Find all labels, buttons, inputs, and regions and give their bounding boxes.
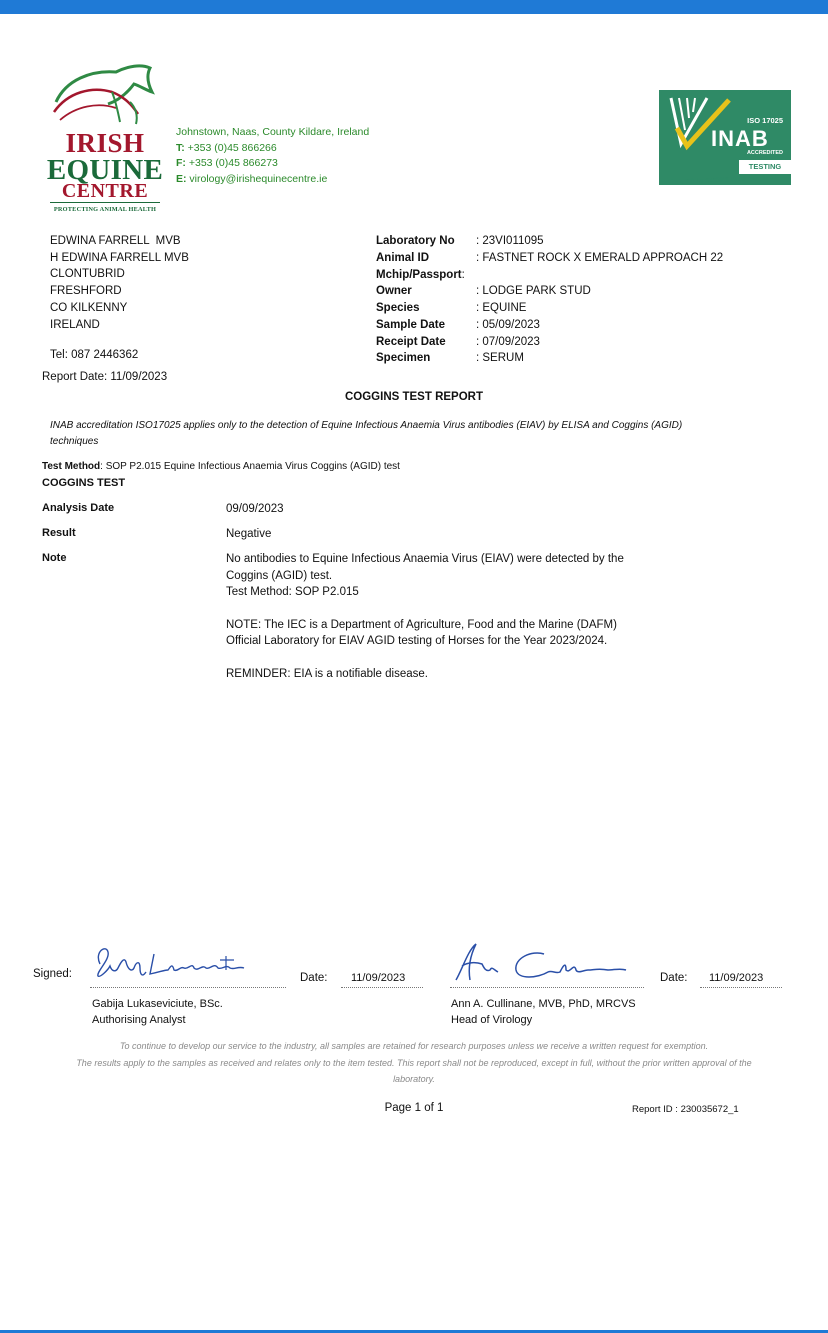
info-row-specimen: Specimen : SERUM: [376, 352, 524, 365]
info-row-laboratory-no: Laboratory No : 23VI011095: [376, 235, 544, 247]
signature-line-right: [450, 987, 644, 988]
recipient-tel: Tel: 087 2446362: [50, 349, 139, 361]
inab-accreditation-badge: [659, 90, 791, 193]
inab-accredited: ACCREDITED: [746, 150, 783, 156]
signature-ann-cullinane: [448, 940, 638, 984]
info-row-owner: Owner : LODGE PARK STUD: [376, 285, 591, 298]
report-id: Report ID : 230035672_1: [632, 1104, 739, 1115]
info-row-mchip: Mchip/Passport :: [376, 268, 465, 281]
address-line: FRESHFORD: [50, 285, 122, 298]
info-row-sample-date: Sample Date : 05/09/2023: [376, 318, 540, 331]
footer-disclaimer: [60, 1038, 768, 1088]
date-line-right: [700, 987, 782, 988]
recipient-address: [50, 233, 189, 333]
signatory-left-name: Gabija Lukaseviciute, BSc.: [92, 998, 223, 1010]
info-row-animal-id: Animal ID : FASTNET ROCK X EMERALD APPROACH 22: [376, 251, 724, 264]
lab-address: Johnstown, Naas, County Kildare, Ireland: [176, 126, 370, 138]
signature-gabija-lukaseviciute: [88, 942, 258, 982]
page-number: Page 1 of 1: [384, 1102, 444, 1114]
info-row-species: Species : EQUINE: [376, 302, 527, 314]
sample-info: [376, 233, 723, 367]
address-line: EDWINA FARRELL MVB: [50, 235, 181, 247]
signatory-right-name: Ann A. Cullinane, MVB, PhD, MRCVS: [451, 998, 636, 1010]
logo-tagline: PROTECTING ANIMAL HEALTH: [53, 206, 157, 213]
result-label: Result: [42, 527, 76, 539]
lab-phone: T: +353 (0)45 866266: [176, 141, 277, 154]
logo-divider: [50, 202, 160, 203]
date-left: 11/09/2023: [351, 972, 406, 984]
result-value: Negative: [226, 528, 272, 540]
address-line: H EDWINA FARRELL MVB: [50, 251, 189, 264]
signatory-right: [451, 997, 636, 1028]
section-title: COGGINS TEST: [42, 477, 126, 489]
date-right: 11/09/2023: [709, 972, 764, 984]
date-line-left: [341, 987, 423, 988]
logo-text-centre: CENTRE: [61, 180, 149, 202]
inab-scope: DETAILED IN SCOPE REG NO. 151T: [660, 173, 778, 188]
inab-name: INAB: [711, 126, 769, 151]
lab-contact: [176, 125, 369, 187]
footer-line: The results apply to the samples as received and relates only to the item tested. This report shall not be reproduced, except in full, without the prior written approval of the laboratory.: [76, 1057, 752, 1084]
lab-fax: F: +353 (0)45 866273: [176, 157, 278, 169]
note-test-method: Test Method: SOP P2.015: [226, 586, 359, 598]
note-content: [226, 551, 646, 682]
note-paragraph: No antibodies to Equine Infectious Anaemia Virus (EIAV) were detected by the Coggins (AGID) test.: [226, 553, 624, 582]
address-line: IRELAND: [50, 318, 100, 331]
irish-equine-centre-logo: [46, 62, 164, 220]
analysis-date-label: Analysis Date: [42, 502, 115, 514]
signed-label: Signed:: [33, 968, 73, 980]
signatory-left: [92, 997, 223, 1028]
info-row-receipt-date: Receipt Date : 07/09/2023: [376, 335, 540, 348]
report-title: COGGINS TEST REPORT: [344, 391, 483, 403]
horse-logo-icon: [46, 62, 164, 128]
date-label-right: Date:: [660, 972, 688, 984]
note-reminder: REMINDER: EIA is a notifiable disease.: [226, 667, 428, 680]
note-dafm: NOTE: The IEC is a Department of Agriculture, Food and the Marine (DAFM) Official Laboratory for EIAV AGID testing of Horses for the Year 2023/2024.: [226, 618, 617, 647]
inab-note: INAB accreditation ISO17025 applies only to the detection of Equine Infectious Anaemia Virus antibodies (EIAV) by ELISA and Coggins (AGID) techniques: [50, 420, 683, 447]
note-label: Note: [42, 552, 67, 564]
inab-iso: ISO 17025: [747, 116, 783, 125]
address-line: CLONTUBRID: [50, 268, 125, 281]
logo-text-equine: EQUINE: [46, 154, 164, 186]
test-method: Test Method: SOP P2.015 Equine Infectious Anaemia Virus Coggins (AGID) test: [42, 461, 400, 472]
signatory-left-role: Authorising Analyst: [92, 1013, 186, 1026]
top-bar: [0, 0, 828, 14]
analysis-date-value: 09/09/2023: [226, 503, 284, 515]
date-label-left: Date:: [300, 972, 328, 984]
logo-text-irish: IRISH: [65, 128, 145, 158]
signature-line-left: [90, 987, 286, 988]
signatory-right-role: Head of Virology: [451, 1013, 533, 1026]
report-date: Report Date: 11/09/2023: [42, 371, 168, 383]
lab-email: E: virology@irishequinecentre.ie: [176, 172, 328, 185]
address-line: CO KILKENNY: [50, 301, 128, 314]
footer-line: To continue to develop our service to the industry, all samples are retained for research purposes unless we receive a written request for exemption.: [119, 1041, 709, 1051]
inab-testing: TESTING: [739, 160, 791, 174]
